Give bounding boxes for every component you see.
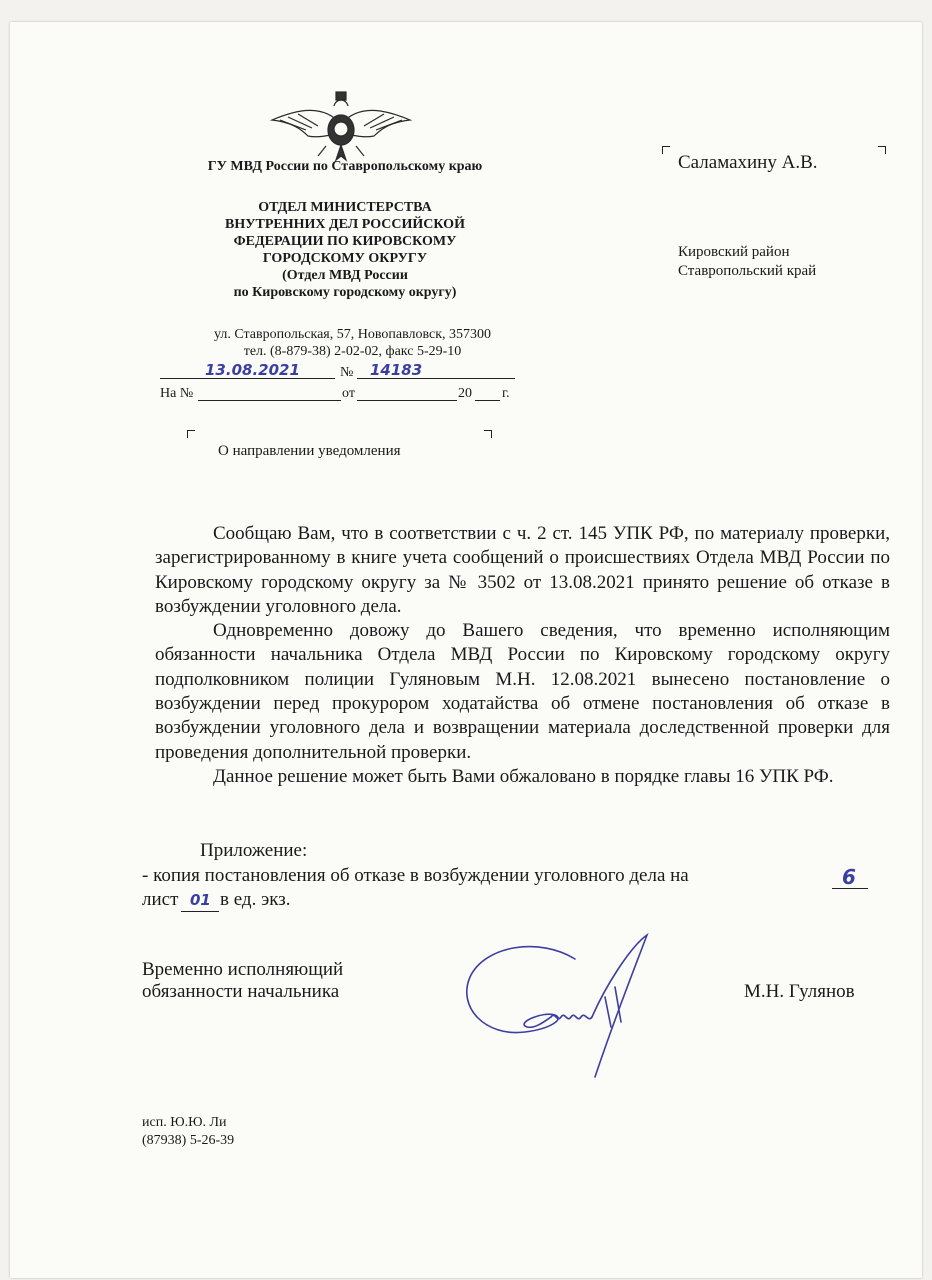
subject: О направлении уведомления bbox=[218, 443, 401, 459]
department-line: ФЕДЕРАЦИИ ПО КИРОВСКОМУ bbox=[233, 234, 457, 249]
signer-name: М.Н. Гулянов bbox=[744, 981, 855, 1002]
copies-underline bbox=[181, 911, 219, 912]
signature-icon bbox=[455, 927, 655, 1082]
recipient-district: Кировский район bbox=[678, 244, 790, 260]
department-name bbox=[165, 199, 525, 301]
subject-corner-right bbox=[484, 430, 492, 438]
number-sign: № bbox=[340, 365, 354, 380]
department-address: ул. Ставропольская, 57, Новопавловск, 357300 bbox=[213, 327, 492, 342]
signer-position-line: Временно исполняющий bbox=[142, 959, 344, 980]
reply-year-underline bbox=[475, 400, 500, 401]
gu-title: ГУ МВД России по Ставропольскому краю bbox=[207, 159, 483, 174]
attachment-line-2-suffix: в ед. экз. bbox=[220, 889, 291, 910]
recipient-corner-right bbox=[878, 146, 886, 154]
pages-handwritten: 6 bbox=[842, 865, 856, 889]
copies-handwritten: 01 bbox=[190, 891, 211, 909]
recipient-name: Саламахину А.В. bbox=[678, 152, 818, 173]
signer-position-line: обязанности начальника bbox=[142, 981, 340, 1002]
reply-suffix: г. bbox=[502, 386, 510, 401]
department-phone: тел. (8-879-38) 2-02-02, факс 5-29-10 bbox=[243, 344, 462, 359]
subject-corner-left bbox=[187, 430, 195, 438]
department-line: по Кировскому городскому округу) bbox=[233, 285, 457, 300]
signer-position bbox=[142, 959, 343, 1003]
document-page bbox=[10, 22, 922, 1278]
date-handwritten: 13.08.2021 bbox=[205, 361, 300, 379]
emblem-icon bbox=[268, 84, 414, 166]
body-paragraph: Сообщаю Вам, что в соответствии с ч. 2 ст. 145 УПК РФ, по материалу проверки, зарегистрированному в книге учета сообщений о происшествиях Отдела МВД России по Кировскому городскому округу за № 3502 от 13.08.2021 принято решение об отказе в возбуждении уголовного дела. bbox=[155, 523, 890, 617]
recipient-region: Ставропольский край bbox=[678, 263, 817, 279]
department-line: ОТДЕЛ МИНИСТЕРСТВА bbox=[258, 200, 432, 215]
reply-from: от bbox=[342, 386, 355, 401]
attachment-line-1: - копия постановления об отказе в возбуждении уголовного дела на bbox=[142, 865, 689, 886]
attachment-line-2-prefix: лист bbox=[142, 889, 179, 910]
number-handwritten: 14183 bbox=[370, 361, 423, 379]
attachment-label: Приложение: bbox=[200, 840, 308, 861]
reply-year: 20 bbox=[458, 386, 472, 401]
reply-prefix: На № bbox=[160, 386, 194, 401]
reply-number-underline bbox=[198, 400, 341, 401]
body-paragraph: Одновременно довожу до Вашего сведения, что временно исполняющим обязанности начальника Отдела МВД России по Кировскому городскому округу подполковником полиции Гуляновым М.Н. 12.08.2021 вынесено постановление о возбуждении перед прокурором ходатайства об отмене постановления об отказе в возбуждении уголовного дела и возвращении материала доследственной проверки для проведения дополнительной проверки. bbox=[155, 620, 890, 763]
letter-body bbox=[155, 522, 890, 789]
executor-phone: (87938) 5-26-39 bbox=[142, 1133, 235, 1148]
recipient-corner-left bbox=[662, 146, 670, 154]
department-line: (Отдел МВД России bbox=[282, 268, 408, 283]
reply-date-underline bbox=[357, 400, 457, 401]
body-paragraph: Данное решение может быть Вами обжаловано в порядке главы 16 УПК РФ. bbox=[213, 765, 834, 787]
department-line: ВНУТРЕННИХ ДЕЛ РОССИЙСКОЙ bbox=[225, 217, 465, 232]
department-line: ГОРОДСКОМУ ОКРУГУ bbox=[262, 251, 428, 266]
executor-name: исп. Ю.Ю. Ли bbox=[142, 1115, 227, 1130]
